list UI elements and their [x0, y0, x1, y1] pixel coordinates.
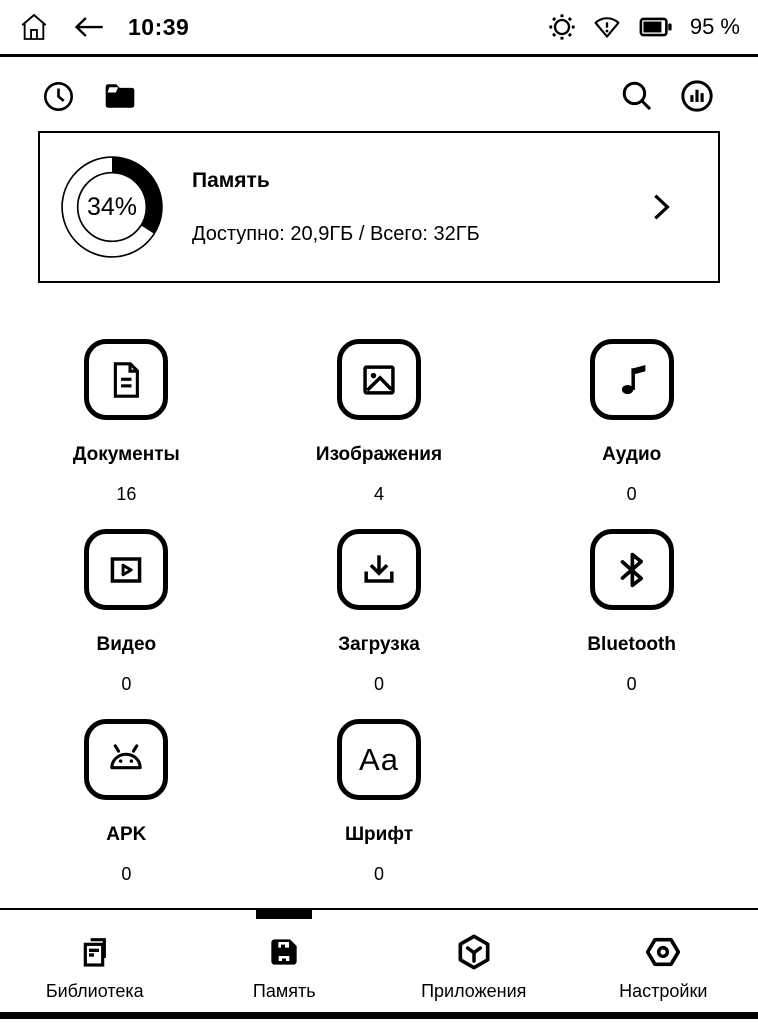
category-label: APK	[106, 824, 147, 845]
category-count: 4	[373, 484, 384, 504]
category-count: 16	[116, 484, 137, 504]
battery-icon	[638, 14, 674, 40]
status-time: 10:39	[128, 13, 190, 40]
font-icon-glyph: Aa	[359, 741, 399, 777]
category-count: 0	[121, 674, 132, 694]
apps-icon	[454, 932, 494, 972]
storage-stats-icon[interactable]	[680, 79, 714, 113]
storage-icon	[264, 932, 304, 972]
system-home-bar[interactable]	[0, 1012, 758, 1019]
category-bluetooth[interactable]	[505, 529, 758, 695]
library-icon	[75, 932, 115, 972]
image-icon	[337, 339, 421, 420]
history-clock-icon[interactable]	[42, 80, 75, 113]
category-count: 0	[121, 864, 132, 884]
chevron-right-icon	[648, 190, 674, 224]
battery-percent: 95 %	[689, 14, 740, 39]
category-label: Видео	[96, 634, 157, 655]
category-audio[interactable]	[505, 339, 758, 505]
toolbar	[0, 57, 758, 119]
document-icon	[84, 339, 168, 420]
memory-card-capacity: Доступно: 20,9ГБ / Всего: 32ГБ	[192, 222, 480, 245]
nav-item-apps[interactable]	[379, 910, 569, 1005]
bluetooth-icon	[590, 529, 674, 610]
folder-icon[interactable]	[103, 81, 137, 111]
category-count: 0	[626, 484, 637, 504]
active-tab-indicator	[256, 910, 312, 919]
nav-label: Настройки	[619, 981, 708, 1001]
audio-note-icon	[590, 339, 674, 420]
nav-item-storage[interactable]	[190, 910, 380, 1005]
category-images[interactable]	[253, 339, 506, 505]
status-bar	[0, 0, 758, 57]
nav-label: Память	[252, 981, 316, 1001]
settings-icon	[643, 932, 683, 972]
memory-summary-card[interactable]	[38, 131, 720, 283]
category-label: Документы	[72, 444, 180, 465]
android-icon	[84, 719, 168, 800]
category-label: Шрифт	[344, 824, 414, 845]
nav-label: Приложения	[421, 981, 527, 1001]
category-label: Bluetooth	[587, 634, 676, 655]
brightness-icon	[548, 13, 576, 41]
search-icon[interactable]	[620, 79, 654, 113]
category-label: Загрузка	[338, 634, 420, 655]
bottom-nav	[0, 908, 758, 1005]
grid-empty-cell	[505, 719, 758, 885]
wifi-warning-icon	[592, 13, 622, 41]
category-count: 0	[626, 674, 637, 694]
back-arrow-icon[interactable]	[72, 12, 106, 42]
nav-item-settings[interactable]	[569, 910, 758, 1005]
home-icon[interactable]	[18, 11, 50, 43]
category-fonts[interactable]	[253, 719, 506, 885]
category-documents[interactable]	[0, 339, 253, 505]
video-icon	[84, 529, 168, 610]
category-grid	[0, 339, 758, 885]
category-count: 0	[373, 674, 384, 694]
category-video[interactable]	[0, 529, 253, 695]
nav-label: Библиотека	[45, 981, 144, 1001]
font-icon	[337, 719, 421, 800]
memory-card-title: Память	[192, 168, 270, 192]
category-label: Аудио	[602, 444, 662, 465]
usage-percent-label: 34%	[86, 192, 138, 221]
storage-usage-donut	[60, 155, 164, 259]
category-label: Изображения	[315, 444, 443, 465]
category-count: 0	[373, 864, 384, 884]
download-icon	[337, 529, 421, 610]
category-downloads[interactable]	[253, 529, 506, 695]
category-apk[interactable]	[0, 719, 253, 885]
nav-item-library[interactable]	[0, 910, 190, 1005]
